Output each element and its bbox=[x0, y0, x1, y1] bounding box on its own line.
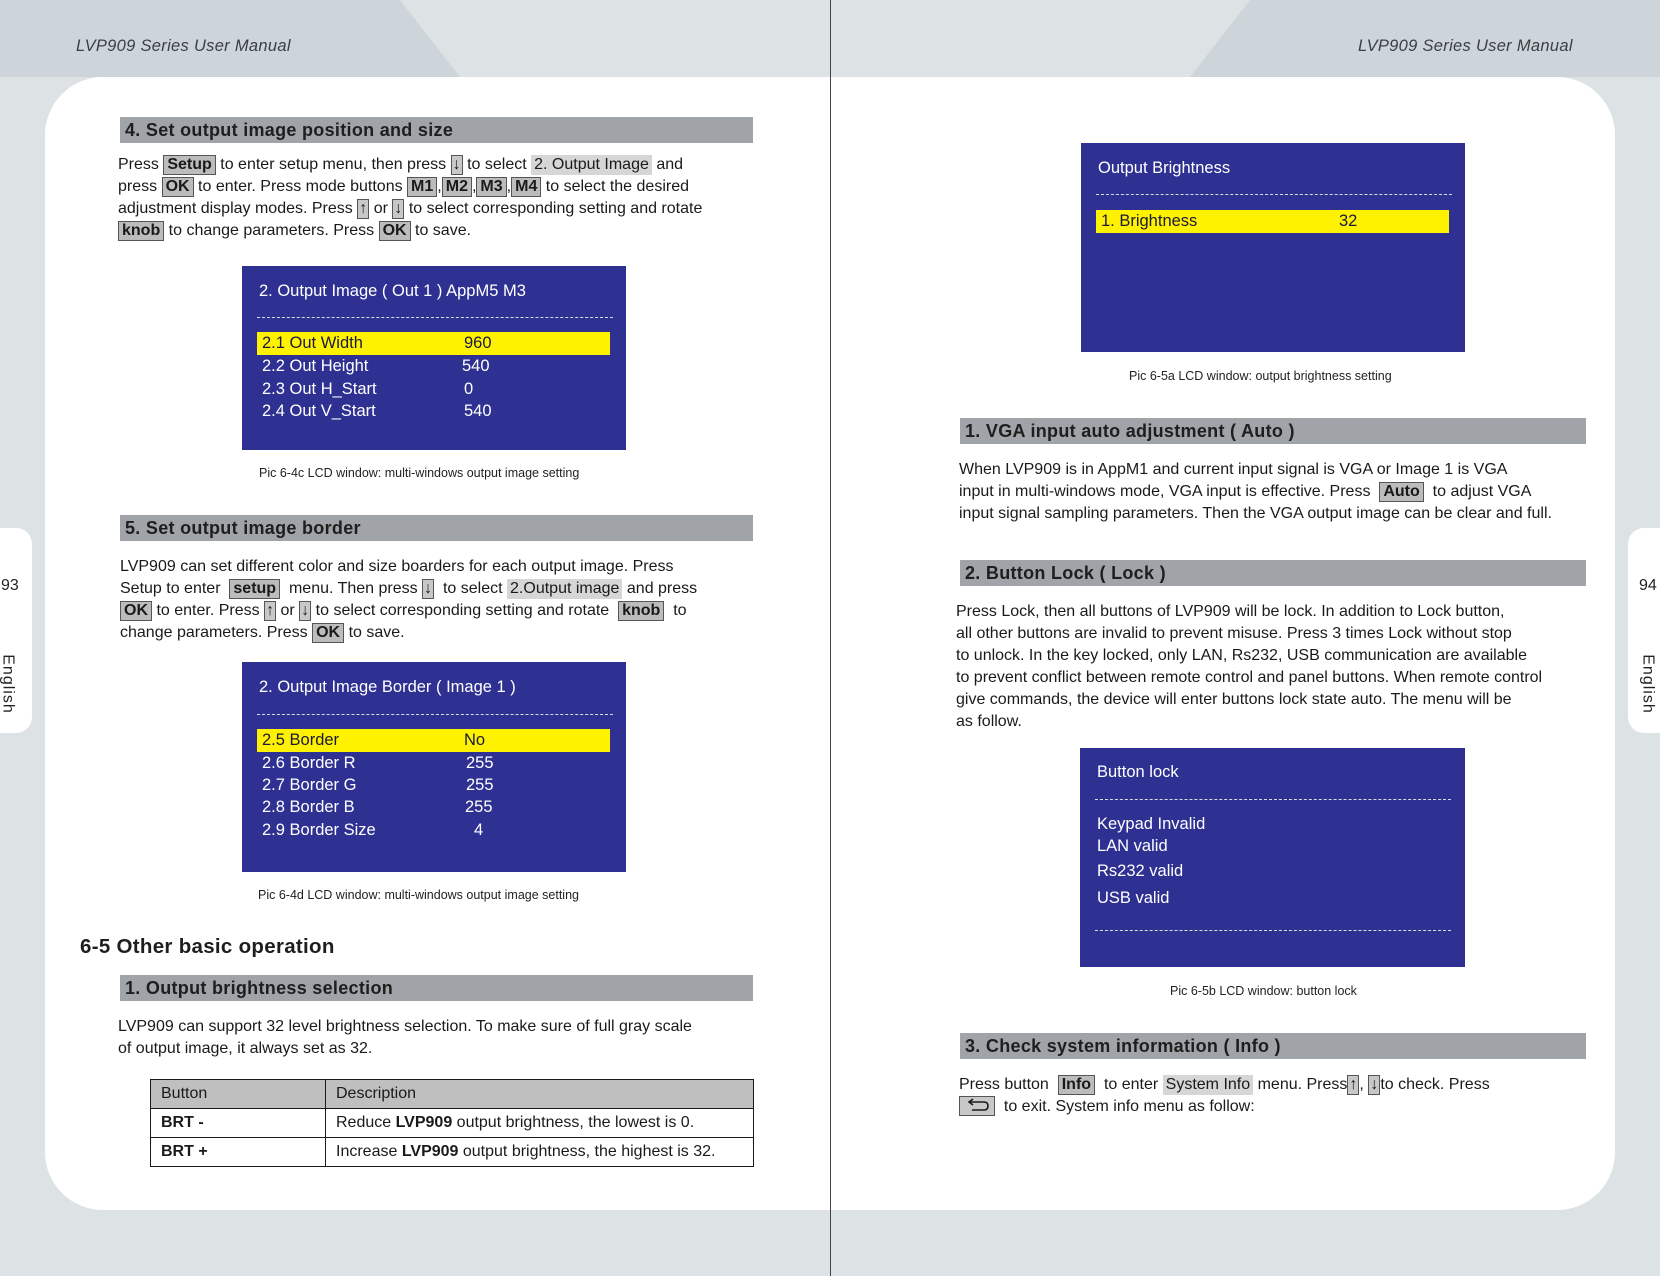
right-header-shape bbox=[830, 0, 1260, 77]
lcd-title: 2. Output Image ( Out 1 ) AppM5 M3 bbox=[259, 282, 526, 300]
table-header-cell: Description bbox=[326, 1080, 754, 1109]
brightness-text: LVP909 can support 32 level brightness selection. To make sure of full gray scale of output image, it always set as 32. bbox=[118, 1018, 692, 1057]
lcd-item: Keypad Invalid bbox=[1097, 815, 1206, 833]
lcd-divider bbox=[257, 317, 613, 318]
down-arrow-key: ↓ bbox=[1370, 1076, 1379, 1093]
vga-auto-text: When LVP909 is in AppM1 and current input signal is VGA or Image 1 is VGA input in multi-windows mode, VGA input is effective. Press Auto to adjust VGA input signal sampling parameters. Then the VGA output image can be clear and full. bbox=[959, 461, 1552, 522]
left-header-shape bbox=[400, 0, 830, 77]
lcd-title: 2. Output Image Border ( Image 1 ) bbox=[259, 678, 516, 696]
lcd-title: Button lock bbox=[1097, 763, 1179, 781]
page-divider bbox=[830, 0, 831, 1276]
table-cell-button: BRT + bbox=[151, 1138, 326, 1167]
down-arrow-key: ↓ bbox=[394, 200, 403, 217]
brightness-button-table bbox=[150, 1079, 754, 1167]
back-arrow-icon bbox=[959, 1096, 995, 1116]
table-cell-description: Increase LVP909 output brightness, the highest is 32. bbox=[326, 1138, 754, 1167]
lcd-output-image-border bbox=[242, 662, 626, 872]
left-header-title: LVP909 Series User Manual bbox=[76, 37, 291, 55]
down-arrow-key: ↓ bbox=[452, 156, 461, 173]
lcd-row: 2.3 Out H_Start 0 bbox=[262, 380, 474, 398]
lcd-item: Rs232 valid bbox=[1097, 862, 1184, 880]
system-info-menu-label: System Info bbox=[1163, 1075, 1253, 1095]
knob-key: knob bbox=[118, 221, 164, 241]
lcd-item: USB valid bbox=[1097, 889, 1170, 907]
lcd-row: 2.4 Out V_Start 540 bbox=[262, 402, 492, 420]
figure-caption: Pic 6-4d LCD window: multi-windows output image setting bbox=[258, 888, 579, 902]
lcd-row: 2.7 Border G 255 bbox=[262, 776, 494, 794]
left-language-label: English bbox=[0, 654, 17, 714]
figure-caption: Pic 6-5a LCD window: output brightness setting bbox=[1129, 369, 1392, 383]
lcd-output-brightness bbox=[1081, 143, 1465, 352]
lcd-row: 2.6 Border R 255 bbox=[262, 754, 494, 772]
table-header-cell: Button bbox=[151, 1080, 326, 1109]
lcd-row-selected: 1. Brightness 32 bbox=[1096, 210, 1449, 233]
table-header-row bbox=[151, 1080, 754, 1109]
table-row bbox=[151, 1138, 754, 1167]
section-brightness-heading: 1. Output brightness selection bbox=[120, 975, 753, 1001]
table-row bbox=[151, 1109, 754, 1138]
right-header-title: LVP909 Series User Manual bbox=[1358, 37, 1573, 55]
lcd-output-image bbox=[242, 266, 626, 450]
m1-key: M1 bbox=[407, 177, 437, 197]
knob-key: knob bbox=[618, 601, 664, 621]
lcd-button-lock bbox=[1080, 748, 1465, 967]
setup-key: setup bbox=[229, 579, 280, 599]
button-lock-heading: 2. Button Lock ( Lock ) bbox=[960, 560, 1586, 586]
section-6-5-heading: 6-5 Other basic operation bbox=[80, 935, 335, 958]
section-5-text: LVP909 can set different color and size boarders for each output image. Press Setup to enter setup menu. Then press ↓ to select 2.Output image and press OK to enter. Press ↑ or ↓ to select corresponding setting and rotate knob to change parameters. Press OK to save. bbox=[120, 558, 698, 641]
table-cell-description: Reduce LVP909 output brightness, the lowest is 0. bbox=[326, 1109, 754, 1138]
figure-caption: Pic 6-4c LCD window: multi-windows output image setting bbox=[259, 466, 580, 480]
section-4-text: Press Setup to enter setup menu, then press ↓ to select 2. Output Image and press OK to enter. Press mode buttons M1 , M2 , M3 , M4 to select the desired adjustment display modes. Press ↑ or ↓ to select corresponding setting and rotate knob to change parameters. Press OK to save. bbox=[118, 156, 703, 239]
setup-key: Setup bbox=[163, 155, 215, 175]
vga-auto-heading: 1. VGA input auto adjustment ( Auto ) bbox=[960, 418, 1586, 444]
down-arrow-key: ↓ bbox=[424, 580, 433, 597]
figure-caption: Pic 6-5b LCD window: button lock bbox=[1170, 984, 1357, 998]
left-page-number: 93 bbox=[1, 577, 19, 594]
table-cell-button: BRT - bbox=[151, 1109, 326, 1138]
lcd-divider bbox=[257, 714, 613, 715]
section-4-heading: 4. Set output image position and size bbox=[120, 117, 753, 143]
lcd-divider bbox=[1096, 194, 1452, 195]
section-5-heading: 5. Set output image border bbox=[120, 515, 753, 541]
ok-key: OK bbox=[162, 177, 194, 197]
auto-key: Auto bbox=[1379, 482, 1423, 502]
output-image-menu-label: 2.Output image bbox=[507, 579, 622, 599]
up-arrow-key: ↑ bbox=[359, 200, 368, 217]
right-language-label: English bbox=[1639, 654, 1657, 714]
lcd-row: 2.8 Border B 255 bbox=[262, 798, 493, 816]
lcd-row-selected: 2.5 Border No bbox=[257, 729, 610, 752]
lcd-title: Output Brightness bbox=[1098, 159, 1231, 177]
down-arrow-key: ↓ bbox=[301, 602, 310, 619]
lcd-row-selected: 2.1 Out Width 960 bbox=[257, 332, 610, 355]
lcd-row: 2.9 Border Size 4 bbox=[262, 821, 484, 839]
lcd-row: 2.2 Out Height 540 bbox=[262, 357, 490, 375]
m2-key: M2 bbox=[442, 177, 472, 197]
ok-key: OK bbox=[379, 221, 411, 241]
up-arrow-key: ↑ bbox=[266, 602, 275, 619]
lcd-divider bbox=[1095, 930, 1451, 931]
output-image-menu-label: 2. Output Image bbox=[531, 155, 652, 175]
info-key: Info bbox=[1058, 1075, 1095, 1095]
ok-key: OK bbox=[120, 601, 152, 621]
m4-key: M4 bbox=[511, 177, 541, 197]
lcd-divider bbox=[1095, 799, 1451, 800]
ok-key: OK bbox=[312, 623, 344, 643]
system-info-heading: 3. Check system information ( Info ) bbox=[960, 1033, 1586, 1059]
system-info-text: Press button Info to enter System Info menu. Press ↑ , ↓ to check. Press to exit. System info menu as follow: bbox=[959, 1076, 1490, 1115]
right-page-number: 94 bbox=[1639, 577, 1657, 594]
lcd-item: LAN valid bbox=[1097, 837, 1168, 855]
button-lock-text: Press Lock, then all buttons of LVP909 will be lock. In addition to Lock button, all other buttons are invalid to prevent misuse. Press 3 times Lock without stop to unlock. In the key locked, only LAN, Rs232, USB communication are available to prevent conflict between remote control and panel buttons. When remote control give commands, the device will enter buttons lock state auto. The menu will be as follow. bbox=[956, 603, 1543, 730]
m3-key: M3 bbox=[476, 177, 506, 197]
up-arrow-key: ↑ bbox=[1349, 1076, 1358, 1093]
